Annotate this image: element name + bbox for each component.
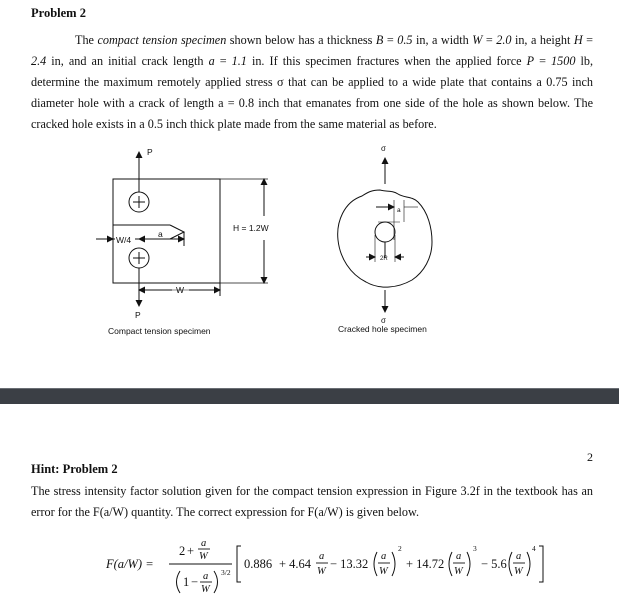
ct-load-label-bottom: P (135, 310, 141, 320)
problem-line: 2.4 in, and an initial crack length a = 1.1 in. If this specimen fractures when the applied force P = 1500 lb, (31, 54, 594, 68)
formula-c3: + 14.72 (406, 557, 445, 571)
formula-t3-w: W (454, 566, 463, 577)
problem-paragraph (31, 30, 593, 135)
ct-h-label: H = 1.2W (233, 223, 269, 233)
formula-exp-3: 3 (473, 544, 477, 553)
formula-num-2: 2 (179, 544, 186, 558)
ct-crack-tip (170, 225, 184, 239)
formula-c2: − 13.32 (330, 557, 369, 571)
formula-den-w: W (201, 584, 210, 595)
f-aw-formula (100, 524, 560, 608)
formula-den-minus: − (191, 575, 199, 589)
hole-2r-label: 2R (380, 256, 388, 262)
ct-load-label-top: P (147, 147, 153, 157)
hole (375, 222, 395, 242)
formula-t2-a: a (381, 551, 387, 562)
figures (0, 140, 619, 350)
ct-caption: Compact tension specimen (108, 326, 211, 336)
formula-den-a: a (203, 571, 209, 582)
formula-exp-2: 2 (398, 544, 402, 553)
formula-t4-w: W (514, 566, 523, 577)
formula-c4: − 5.6 (481, 557, 507, 571)
formula-t1-w: W (317, 566, 326, 577)
formula-den-one: 1 (183, 575, 190, 589)
formula-lhs: F(a/W) = (106, 557, 154, 571)
plate-outline (338, 190, 432, 287)
formula-num-plus: + (187, 544, 195, 558)
cracked-hole-figure (338, 158, 432, 312)
formula-num-a: a (201, 538, 207, 549)
sigma-label-bottom: σ (381, 316, 386, 325)
ct-specimen-body (113, 179, 220, 283)
hint-page (0, 404, 619, 608)
problem-line: The compact tension specimen shown below has a thickness B = 0.5 in, a width W = 2.0 in, a height H = (75, 33, 594, 47)
problem-heading: Problem 2 (31, 6, 86, 20)
ct-a-label: a (158, 229, 163, 239)
formula-t3-a: a (456, 551, 462, 562)
formula-t2-w: W (379, 566, 388, 577)
formula-t4-a: a (516, 551, 522, 562)
hint-heading: Hint: Problem 2 (31, 462, 118, 476)
formula-exp-32: 3/2 (221, 568, 231, 577)
hole-a-label: a (397, 207, 401, 214)
page-number: 2 (587, 450, 593, 464)
ct-w4-label: W/4 (116, 235, 132, 245)
hint-line: The stress intensity factor solution given for the compact tension expression in Figure 3.2f in the textbook has an (31, 484, 593, 498)
formula-exp-4: 4 (532, 544, 536, 553)
sigma-label-top: σ (381, 144, 386, 153)
problem-line: cracked hole exists in a 0.5 inch thick plate made from the same material as before. (31, 117, 437, 131)
formula-c1: + 4.64 (279, 557, 312, 571)
formula-c0: 0.886 (244, 557, 273, 571)
hint-paragraph (31, 481, 593, 523)
hint-line: error for the F(a/W) quantity. The correct expression for F(a/W) is given below. (31, 505, 420, 519)
problem-line: diameter hole with a crack of length a = 0.8 inch that emanates from one side of the hole as shown below. The (31, 96, 593, 110)
formula-num-w: W (199, 551, 208, 562)
hole-caption: Cracked hole specimen (338, 324, 427, 334)
ct-w-label: W (176, 285, 185, 295)
formula-t1-a: a (319, 551, 325, 562)
problem-line: determine the maximum remotely applied stress σ that can be applied to a wide plate that contains a 0.75 inch (31, 75, 593, 89)
